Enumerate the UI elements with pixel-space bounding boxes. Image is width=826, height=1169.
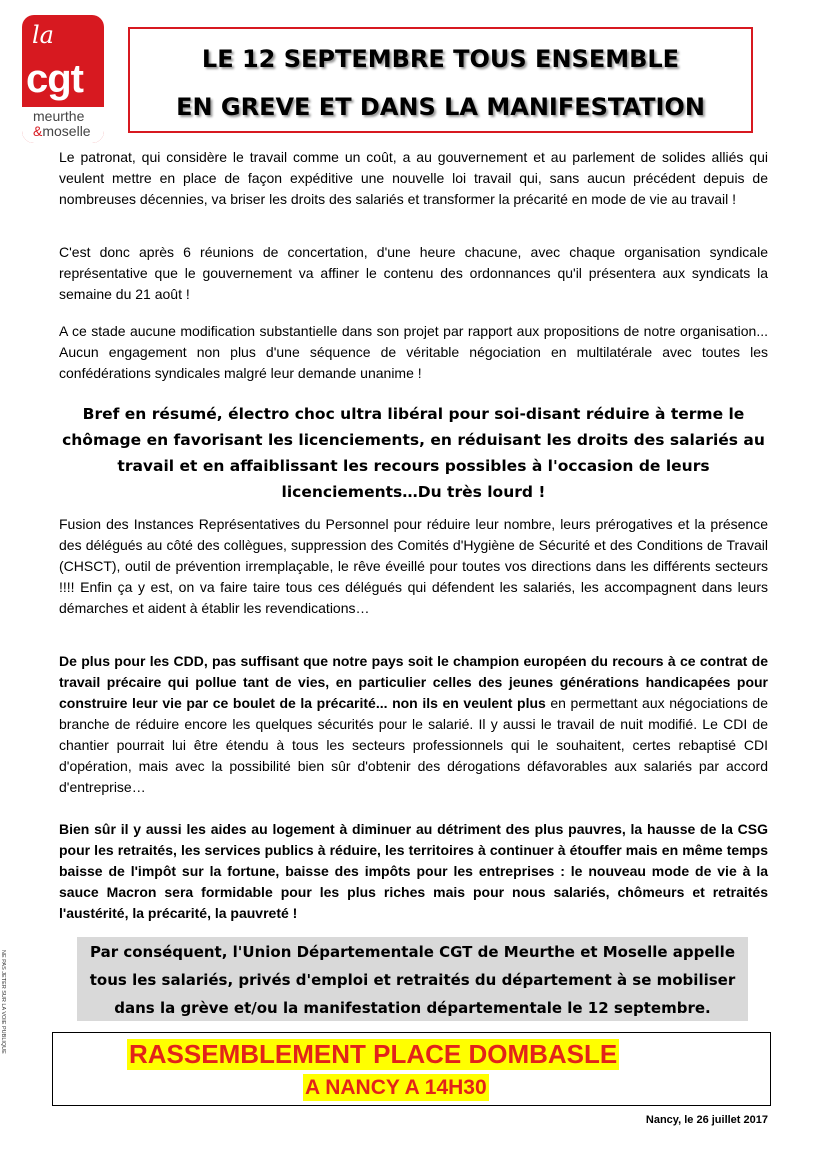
title-line-2: EN GREVE ET DANS LA MANIFESTATION — [176, 93, 705, 121]
paragraph-6-rest: en permettant aux négociations de branche de réduire encore les quelques sécurités pour le salarié. Il y aussi le travail de nuit modifié. Le CDI de chantier pourrait lui être étendu à tous les secteurs professionnels qui le souhaitent, certes rebaptisé CDI d'opération, mais avec la possibilité bien sûr d'obtenir des dérogations défavorables aux salariés par accord d'entreprise… — [59, 695, 768, 795]
paragraph-2: C'est donc après 6 réunions de concertation, d'une heure chacune, avec chaque organisation syndicale représentative que le gouvernement va affiner le contenu des ordonnances qu'il présentera aux syndicats la semaine du 21 août ! — [59, 244, 768, 302]
paragraph-3: A ce stade aucune modification substantielle dans son projet par rapport aux propositions de notre organisation... Aucun engagement non plus d'une séquence de véritable négociation en multilatérale avec toutes les confédérations syndicales malgré leur demande unanime ! — [59, 323, 768, 381]
summary-paragraph: Bref en résumé, électro choc ultra libéral pour soi-disant réduire à terme le chômage en favorisant les licenciements, en réduisant les droits des salariés au travail et en affaiblissant les recours possibles à l'occasion de leurs licenciements…Du très lourd ! — [62, 405, 765, 501]
paragraph-5: Fusion des Instances Représentatives du Personnel pour réduire leur nombre, leurs prérogatives et la présence des délégués au côté des collègues, suppression des Comités d'Hygiène de Sécurité et des Conditions de Travail (CHSCT), outil de prévention irremplaçable, le rêve éveillé pour toutes vos directions dans les différents secteurs !!!! Enfin ça y est, on va faire taire tous ces délégués qui défendent les salariés, les accompagnent dans leurs démarches et aident à établir les revendications… — [59, 516, 768, 616]
title-line-1: LE 12 SEPTEMBRE TOUS ENSEMBLE — [201, 45, 680, 73]
paragraph-6 — [59, 651, 768, 798]
call-to-action-text: Par conséquent, l'Union Départementale CGT de Meurthe et Moselle appelle tous les salariés, privés d'emploi et retraités du département à se mobiliser dans la grève et/ou la manifestation départementale le 12 septembre. — [89, 943, 736, 1017]
logo-ampersand: & — [33, 123, 43, 139]
document-date: Nancy, le 26 juillet 2017 — [645, 1114, 768, 1126]
cgt-logo — [22, 15, 104, 143]
logo-moselle-text: moselle — [42, 123, 91, 139]
rally-time: A NANCY A 14H30 — [305, 1076, 487, 1099]
paragraph-6-bold: De plus pour les CDD, pas suffisant que notre pays soit le champion européen du recours à ce contrat de travail précaire qui pollue tant de vies, en particulier celles des jeunes générations handicapées pour construire leur vie par ce boulet de la précarité... non ils en veulent plus — [59, 653, 768, 711]
title-box — [128, 27, 753, 133]
logo-moselle-line — [33, 123, 91, 139]
paragraph-7: Bien sûr il y aussi les aides au logement à diminuer au détriment des plus pauvres, la hausse de la CSG pour les retraités, les services publics à réduire, les territoires à continuer à étouffer mais en même temps baisse de l'impôt sur la fortune, baisse des impôts pour les entreprises : le nouveau mode de vie à la sauce Macron sera formidable pour les plus riches mais pour nous salariés, chômeurs et retraités l'austérité, la précarité, la pauvreté ! — [59, 821, 768, 921]
logo-la-text: la — [32, 21, 54, 49]
side-note: NE PAS JETER SUR LA VOIE PUBLIQUE — [0, 950, 6, 1054]
logo-meurthe-text: meurthe — [33, 108, 85, 124]
rally-location: RASSEMBLEMENT PLACE DOMBASLE — [129, 1039, 618, 1069]
logo-cgt-text: cgt — [26, 57, 83, 101]
paragraph-1: Le patronat, qui considère le travail comme un coût, a au gouvernement et au parlement de solides alliés qui veulent mettre en place de façon expéditive une nouvelle loi travail qui, sans aucun précédent depuis de nombreuses décennies, va briser les droits des salariés et transformer la précarité en mode de vie au travail ! — [59, 149, 768, 207]
